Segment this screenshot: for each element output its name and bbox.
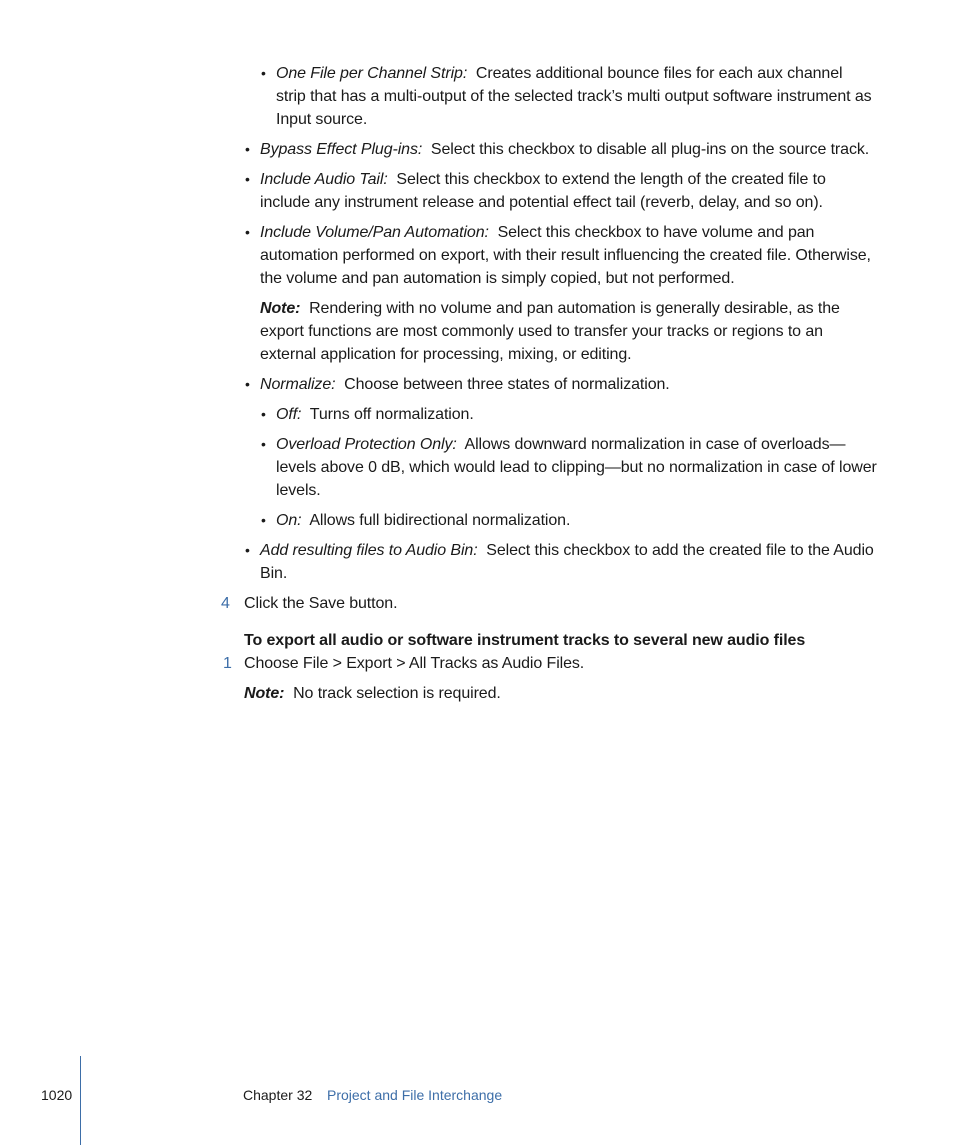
step-1-text: Choose File > Export > All Tracks as Audio Files. — [244, 655, 585, 672]
step-4-text: Click the Save button. — [244, 595, 398, 612]
bullet-marker: • — [245, 141, 250, 157]
footer-chapter-title: Project and File Interchange — [327, 1087, 503, 1103]
bullet-text: Choose between three states of normalization. — [344, 376, 670, 393]
bullet-text: Select this checkbox to add the created file to the Audio Bin. — [260, 542, 874, 582]
note-label: Note: — [260, 300, 301, 317]
bullet-marker: • — [245, 224, 250, 240]
bullet-text: Select this checkbox to have volume and pan automation performed on export, with their result influencing the created file. Otherwise, the volume and pan automation is simply copied, but not performed. — [260, 224, 871, 287]
section-heading: To export all audio or software instrument tracks to several new audio files — [244, 632, 806, 649]
footer-divider — [80, 1056, 81, 1145]
bullet-include-audio-tail — [260, 168, 880, 214]
note-text: No track selection is required. — [293, 685, 501, 702]
bullet-marker: • — [245, 376, 250, 392]
page-number: 1020 — [41, 1087, 73, 1103]
bullet-marker: • — [245, 542, 250, 558]
bullet-normalize-overload — [276, 433, 878, 502]
bullet-add-resulting-files — [260, 539, 880, 585]
bullet-term: On: — [276, 512, 302, 529]
bullet-term: One File per Channel Strip: — [276, 65, 468, 82]
footer-chapter-label: Chapter 32 — [243, 1087, 313, 1103]
bullet-term: Overload Protection Only: — [276, 436, 457, 453]
step-number: 4 — [221, 595, 230, 612]
step-number: 1 — [223, 655, 232, 672]
bullet-text: Turns off normalization. — [309, 406, 474, 423]
bullet-text: Creates additional bounce files for each aux channel strip that has a multi-output of the selected track’s multi output software instrument as Input source. — [276, 65, 872, 128]
bullet-term: Bypass Effect Plug-ins: — [260, 141, 423, 158]
bullet-marker: • — [245, 171, 250, 187]
bullet-term: Include Volume/Pan Automation: — [260, 224, 489, 241]
note-text: Rendering with no volume and pan automation is generally desirable, as the export functions are most commonly used to transfer your tracks or regions to an external application for processing, mixing, or editing. — [260, 300, 840, 363]
bullet-term: Add resulting files to Audio Bin: — [260, 542, 478, 559]
bullet-term: Normalize: — [260, 376, 336, 393]
note-volume-pan — [260, 297, 870, 366]
bullet-normalize-off — [276, 403, 876, 426]
bullet-normalize-on — [276, 509, 876, 532]
bullet-term: Off: — [276, 406, 302, 423]
bullet-bypass-effect-plugins — [260, 138, 880, 161]
bullet-marker: • — [261, 436, 266, 452]
bullet-one-file-per-channel-strip — [276, 62, 876, 131]
bullet-normalize — [260, 373, 880, 396]
bullet-include-volume-pan-automation — [260, 221, 880, 290]
bullet-text: Select this checkbox to disable all plug-ins on the source track. — [430, 141, 870, 158]
bullet-text: Select this checkbox to extend the length of the created file to include any instrument release and potential effect tail (reverb, delay, and so on). — [260, 171, 826, 211]
bullet-text: Allows downward normalization in case of overloads—levels above 0 dB, which would lead to clipping—but no normalization in case of lower levels. — [276, 436, 877, 499]
bullet-term: Include Audio Tail: — [260, 171, 388, 188]
bullet-marker: • — [261, 65, 266, 81]
bullet-marker: • — [261, 512, 266, 528]
note-label: Note: — [244, 685, 285, 702]
bullet-marker: • — [261, 406, 266, 422]
note-track-selection — [244, 682, 874, 705]
bullet-text: Allows full bidirectional normalization. — [309, 512, 571, 529]
